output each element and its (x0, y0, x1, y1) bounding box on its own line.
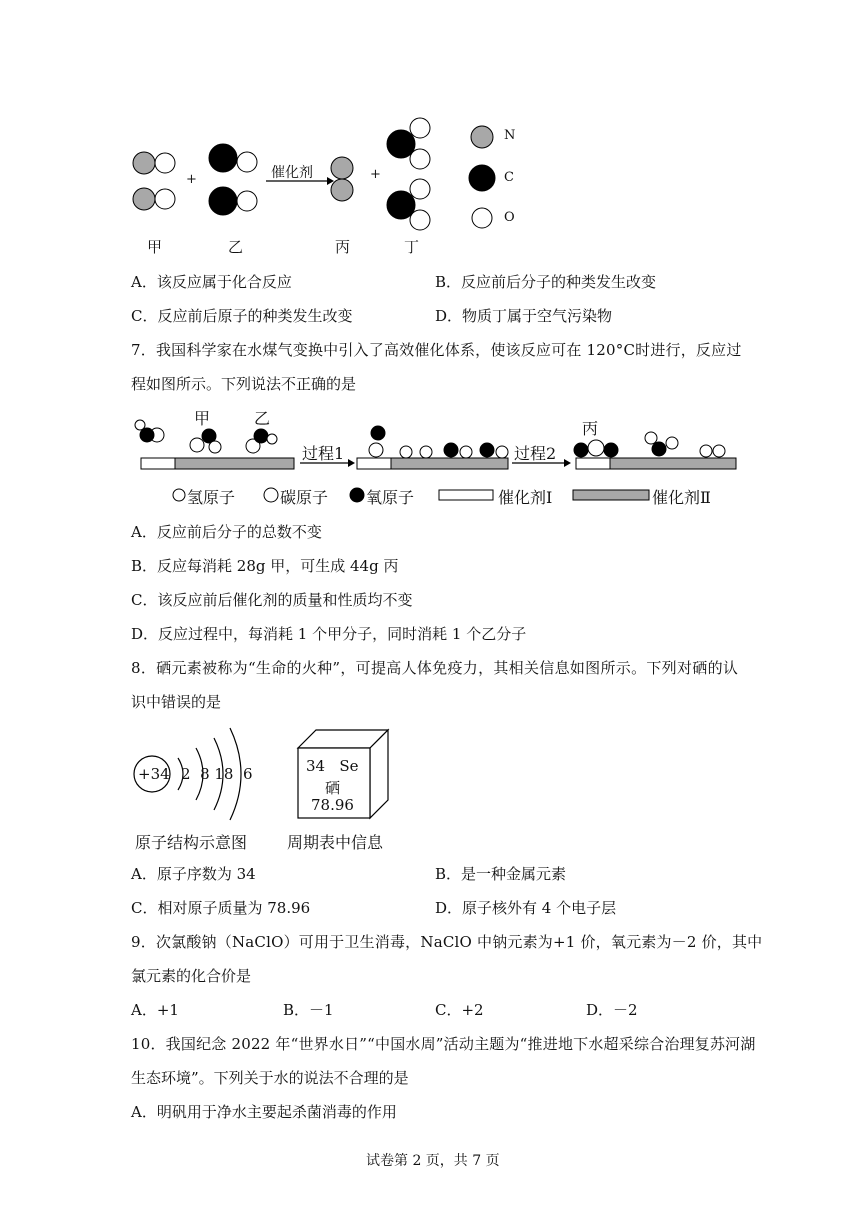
q8-option-c: C．相对原子质量为 78.96 (131, 899, 311, 917)
q6-label-yi: 乙 (228, 238, 244, 256)
q7-legend-catalyst2: 催化剂Ⅱ (652, 488, 711, 507)
q8-caption-left: 原子结构示意图 (135, 833, 248, 852)
q6-option-a: A．该反应属于化合反应 (131, 273, 292, 291)
q9-option-a: A．+1 (131, 1001, 179, 1019)
q9-stem-line1: 9．次氯酸钠（NaClO）可用于卫生消毒，NaClO 中钠元素为+1 价，氧元素为－2 价，其中 (131, 933, 763, 951)
page-footer: 试卷第 2 页，共 7 页 (366, 1153, 500, 1169)
q6-legend-o: O (504, 210, 515, 225)
q7-option-a: A．反应前后分子的总数不变 (131, 523, 322, 541)
q8-shells: 2 8 18 6 (181, 765, 253, 783)
q9-option-b: B．－1 (283, 1001, 334, 1019)
q8-cell-mass: 78.96 (311, 796, 354, 814)
q7-process2-label: 过程2 (514, 444, 557, 463)
catalyst-1-bar (141, 458, 175, 469)
q6-legend-n: N (504, 128, 516, 143)
q10-stem-line2: 生态环境”。下列关于水的说法不合理的是 (131, 1069, 409, 1087)
molecule-ding (387, 118, 430, 230)
q8-option-b: B．是一种金属元素 (435, 865, 567, 883)
q7-stem-line2: 程如图所示。下列说法不正确的是 (131, 375, 357, 393)
q9-option-d: D．－2 (586, 1001, 638, 1019)
q6-label-ding: 丁 (404, 238, 420, 256)
q6-reaction-diagram (120, 110, 540, 260)
q8-caption-right: 周期表中信息 (287, 833, 384, 852)
q8-cell-name: 硒 (325, 779, 341, 797)
q7-label-bing: 丙 (582, 419, 599, 438)
q9-option-c: C．+2 (435, 1001, 484, 1019)
q6-legend-c: C (504, 170, 514, 185)
q6-arrow-label: 催化剂 (271, 165, 313, 181)
q7-legend-carbon: 碳原子 (280, 488, 329, 507)
q6-legend-symbols (469, 126, 495, 228)
q7-legend-oxygen: 氧原子 (366, 488, 415, 507)
q6-option-b: B．反应前后分子的种类发生改变 (435, 273, 657, 291)
q7-option-b: B．反应每消耗 28g 甲，可生成 44g 丙 (131, 557, 399, 575)
q8-stem-line2: 识中错误的是 (131, 693, 222, 711)
q8-option-a: A．原子序数为 34 (131, 865, 256, 883)
q6-molecule-svg (120, 110, 540, 260)
q7-label-yi: 乙 (254, 409, 271, 428)
q8-nucleus: +34 (138, 765, 170, 783)
q6-label-bing: 丙 (335, 238, 351, 256)
q7-legend-hydrogen: 氢原子 (187, 488, 236, 507)
q6-option-d: D．物质丁属于空气污染物 (435, 307, 613, 325)
q6-label-jia: 甲 (147, 238, 163, 256)
q7-label-jia: 甲 (194, 409, 211, 428)
q6-option-c: C．反应前后原子的种类发生改变 (131, 307, 353, 325)
q8-stem-line1: 8．硒元素被称为“生命的火种”，可提高人体免疫力，其相关信息如图所示。下列对硒的认 (131, 659, 739, 677)
q9-stem-line2: 氯元素的化合价是 (131, 967, 252, 985)
q10-option-a: A．明矾用于净水主要起杀菌消毒的作用 (131, 1103, 397, 1121)
q8-cell-number-symbol: 34 Se (306, 757, 359, 775)
q7-legend-catalyst1: 催化剂Ⅰ (498, 488, 553, 507)
q10-stem-line1: 10．我国纪念 2022 年“世界水日”“中国水周”活动主题为“推进地下水超采综合治理复苏河湖 (131, 1035, 756, 1053)
q7-stem-line1: 7．我国科学家在水煤气变换中引入了高效催化体系，使该反应可在 120°C时进行，反应过 (131, 341, 742, 359)
molecule-jia (133, 152, 175, 210)
q6-plus-1: + (186, 172, 197, 187)
q7-option-d: D．反应过程中，每消耗 1 个甲分子，同时消耗 1 个乙分子 (131, 625, 527, 643)
q6-plus-2: + (370, 167, 381, 182)
catalyst-2-bar (175, 458, 294, 469)
q8-option-d: D．原子核外有 4 个电子层 (435, 899, 617, 917)
q7-process1-label: 过程1 (302, 444, 345, 463)
q7-option-c: C．该反应前后催化剂的质量和性质均不变 (131, 591, 413, 609)
molecule-yi (209, 144, 257, 215)
molecule-bing (331, 157, 353, 201)
